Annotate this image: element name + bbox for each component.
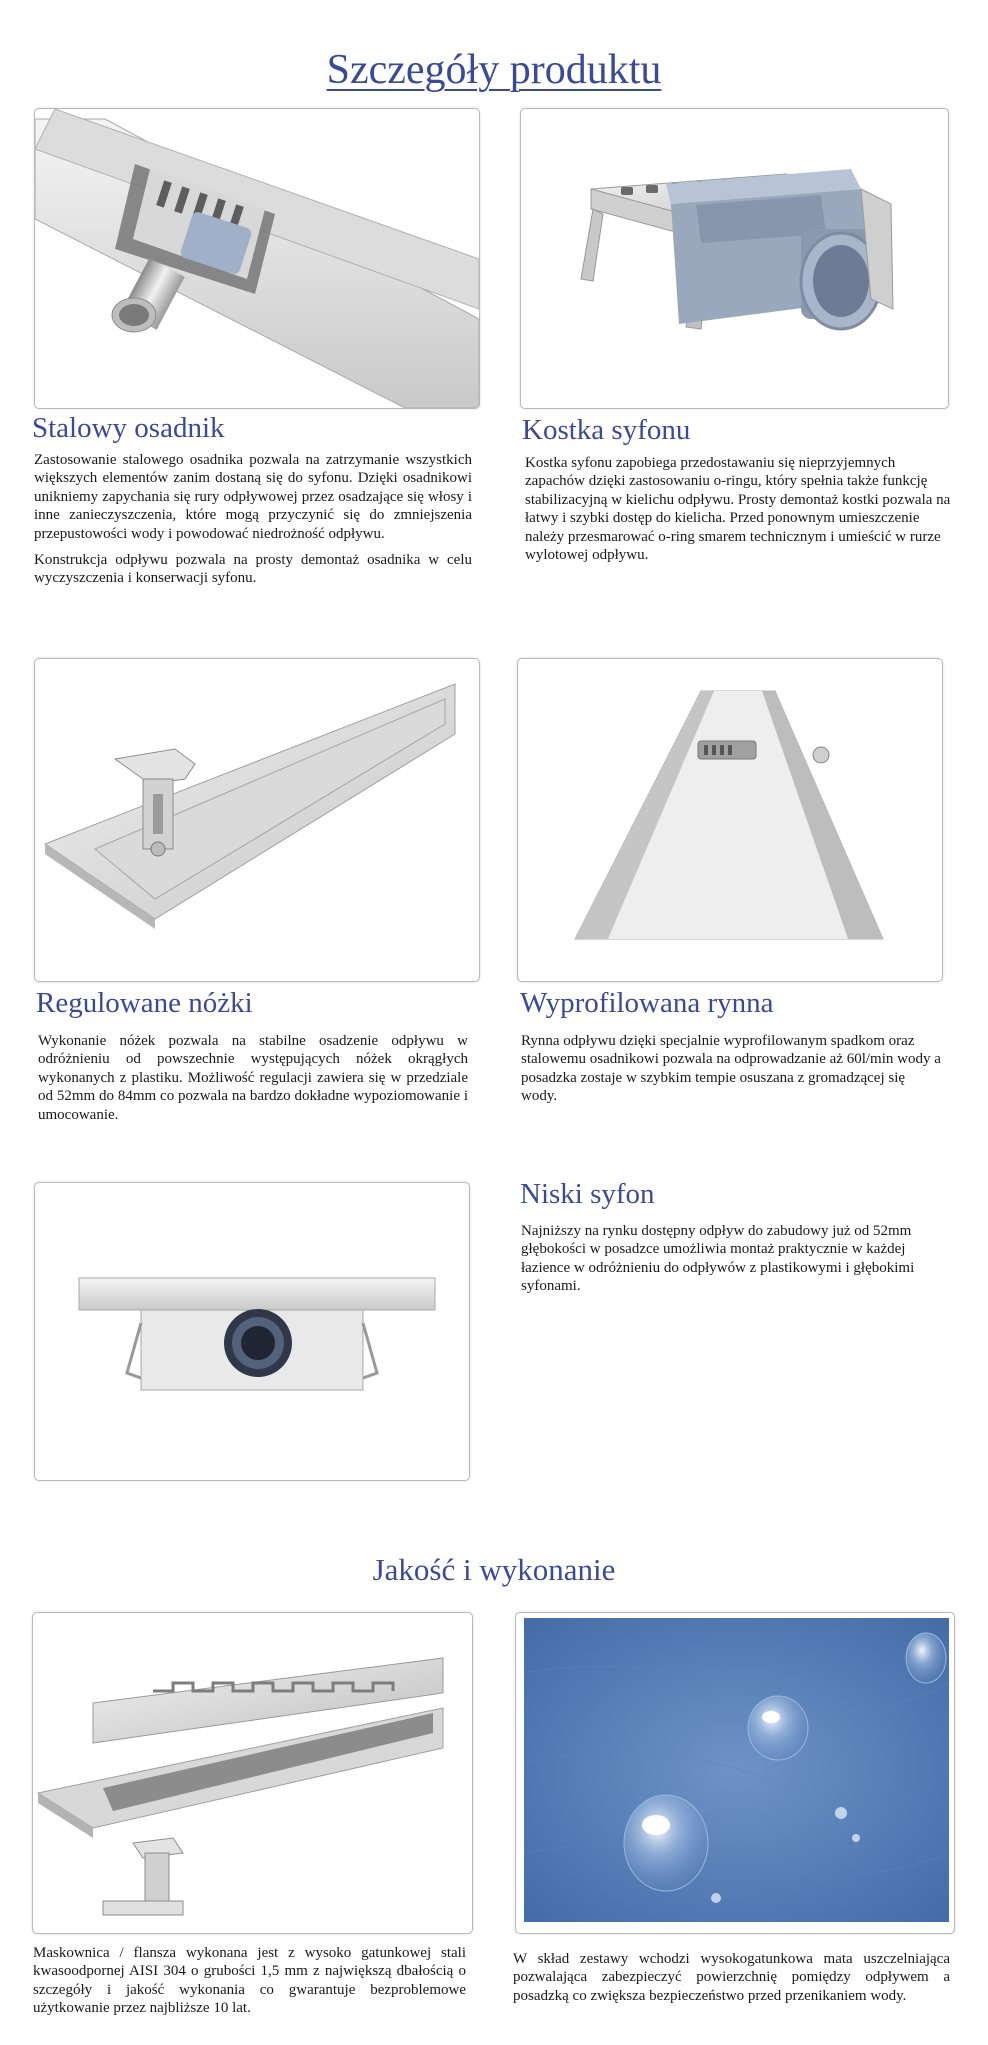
steel-trap-paragraph-2: Konstrukcja odpływu pozwala na prosty demontaż osadnika w celu wyczyszczenia i konserwacji syfonu. bbox=[34, 552, 472, 587]
quality-heading: Jakość i wykonanie bbox=[372, 1552, 616, 1587]
profiled-gutter-title: Wyprofilowana rynna bbox=[520, 987, 774, 1019]
low-siphon-photo bbox=[34, 1182, 470, 1481]
profiled-gutter-photo bbox=[517, 658, 943, 982]
profiled-gutter-paragraph: Rynna odpływu dzięki specjalnie wyprofilowanym spadkom oraz stalowemu osadnikowi pozwala na odprowadzanie aż 60l/min wody a posadzka zostaje w szybkim tempie osuszana z gromadzącej się wody. bbox=[521, 1033, 941, 1105]
adjustable-legs-paragraph: Wykonanie nóżek pozwala na stabilne osadzenie odpływu w odróżnieniu od powszechnie występujących nóżek okrągłych wykonanych z plastiku. Możliwość regulacji zawiera się w przedziale od 52mm do 84mm co pozwala na bardzo dokładne wypoziomowanie i umocowanie. bbox=[38, 1033, 468, 1123]
steel-trap-title: Stalowy osadnik bbox=[32, 412, 225, 444]
siphon-cube-photo bbox=[520, 108, 949, 409]
membrane-paragraph: W skład zestawy wchodzi wysokogatunkowa mata uszczelniająca pozwalająca zabezpieczyć powierzchnię pomiędzy odpływem a posadzką co zwiększa bezpieczeństwo przed przenikaniem wody. bbox=[513, 1951, 950, 2004]
steel-trap-paragraph-1: Zastosowanie stalowego osadnika pozwala na zatrzymanie wszystkich większych elementów zanim dostaną się do syfonu. Dzięki osadnikowi unikniemy zapychania się rury odpływowej przez osadzające się włosy i inne zanieczyszczenia, które mogą przyczynić się do zmniejszenia przepustowości wody i powodować niedrożność odpływu. bbox=[34, 452, 472, 542]
siphon-cube-paragraph: Kostka syfonu zapobiega przedostawaniu się nieprzyjemnych zapachów dzięki zastosowaniu o-ringu, który spełnia także funkcję stabilizacyjną w kielichu odpływu. Prosty demontaż kostki pozwala na łatwy i szybki dostęp do kielicha. Przed ponownym umieszczenie należy przesmarować o-ring smarem technicznym i umieścić w rurze wylotowej odpływu. bbox=[525, 455, 951, 564]
grate-paragraph: Maskownica / flansza wykonana jest z wysoko gatunkowej stali kwasoodpornej AISI 304 o grubości 1,5 mm z największą dbałością o szczegóły i jakość wykonania co gwarantuje bezproblemowe użytkowanie przez najbliższe 10 lat. bbox=[33, 1945, 466, 2017]
membrane-photo bbox=[515, 1612, 955, 1934]
adjustable-legs-title: Regulowane nóżki bbox=[36, 987, 253, 1019]
low-siphon-paragraph: Najniższy na rynku dostępny odpływ do zabudowy już od 52mm głębokości w posadzce umożliwia montaż praktycznie w każdej łazience w odróżnieniu do odpływów z plastikowymi i głębokimi syfonami. bbox=[521, 1223, 915, 1295]
steel-trap-photo bbox=[34, 108, 480, 409]
page-title: Szczegóły produktu bbox=[326, 47, 662, 94]
grate-photo bbox=[32, 1612, 473, 1934]
adjustable-legs-photo bbox=[34, 658, 480, 982]
low-siphon-title: Niski syfon bbox=[520, 1178, 655, 1210]
siphon-cube-title: Kostka syfonu bbox=[522, 414, 691, 446]
